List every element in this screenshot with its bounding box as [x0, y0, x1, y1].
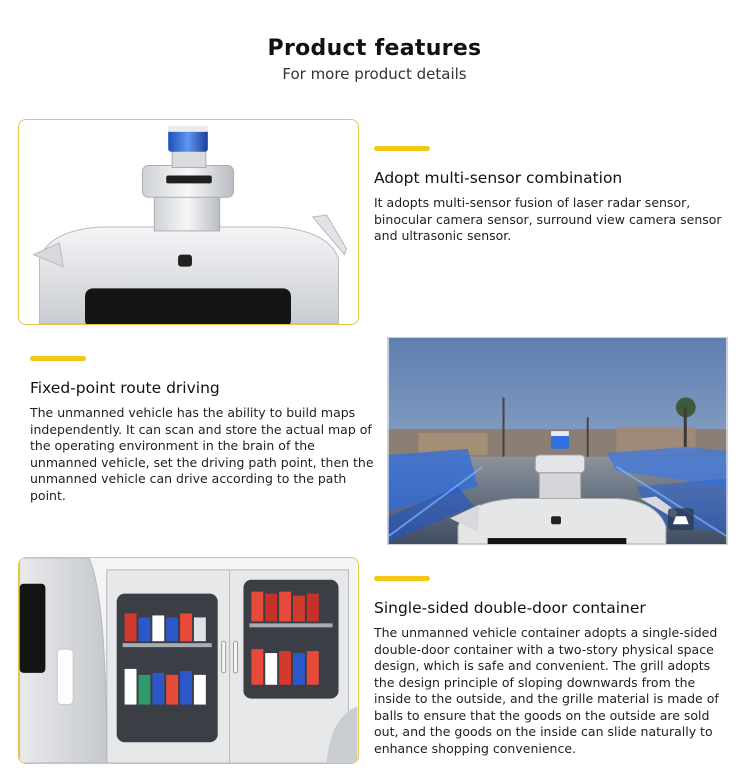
double-door-container-illustration: [19, 558, 358, 763]
street-scan-illustration: [388, 338, 727, 544]
feature-title: Single-sided double-door container: [374, 599, 646, 617]
route-driving-image: [387, 337, 728, 545]
accent-bar: [30, 356, 86, 361]
sensor-image: [18, 119, 359, 325]
accent-bar: [374, 576, 430, 581]
page-title: Product features: [267, 36, 482, 61]
page-subtitle: For more product details: [282, 65, 467, 83]
feature-description: The unmanned vehicle container adopts a single-sided double-door container with a two-story physical space design, which is safe and convenient. The grill adopts the design principle of sloping downwards from the inside to the outside, and the grille material is made of balls to ensure that the goods on the outside are sold out, and the goods on the inside can slide naturally to enhance shopping convenience.: [374, 625, 719, 756]
feature-title: Fixed-point route driving: [30, 379, 220, 397]
feature-description: It adopts multi-sensor fusion of laser radar sensor, binocular camera sensor, surround view camera sensor and ultrasonic sensor.: [374, 195, 722, 243]
robot-head-illustration: [19, 120, 358, 324]
feature-route-driving: [30, 356, 375, 504]
feature-container: [374, 576, 724, 757]
feature-multi-sensor: [374, 146, 724, 245]
feature-title: Adopt multi-sensor combination: [374, 169, 623, 187]
accent-bar: [374, 146, 430, 151]
container-image: [18, 557, 359, 764]
page-header: [0, 36, 749, 83]
feature-description: The unmanned vehicle has the ability to build maps independently. It can scan and store the actual map of the operating environment in the brain of the unmanned vehicle, set the driving path point, then the unmanned vehicle can drive according to the path point.: [30, 405, 374, 503]
